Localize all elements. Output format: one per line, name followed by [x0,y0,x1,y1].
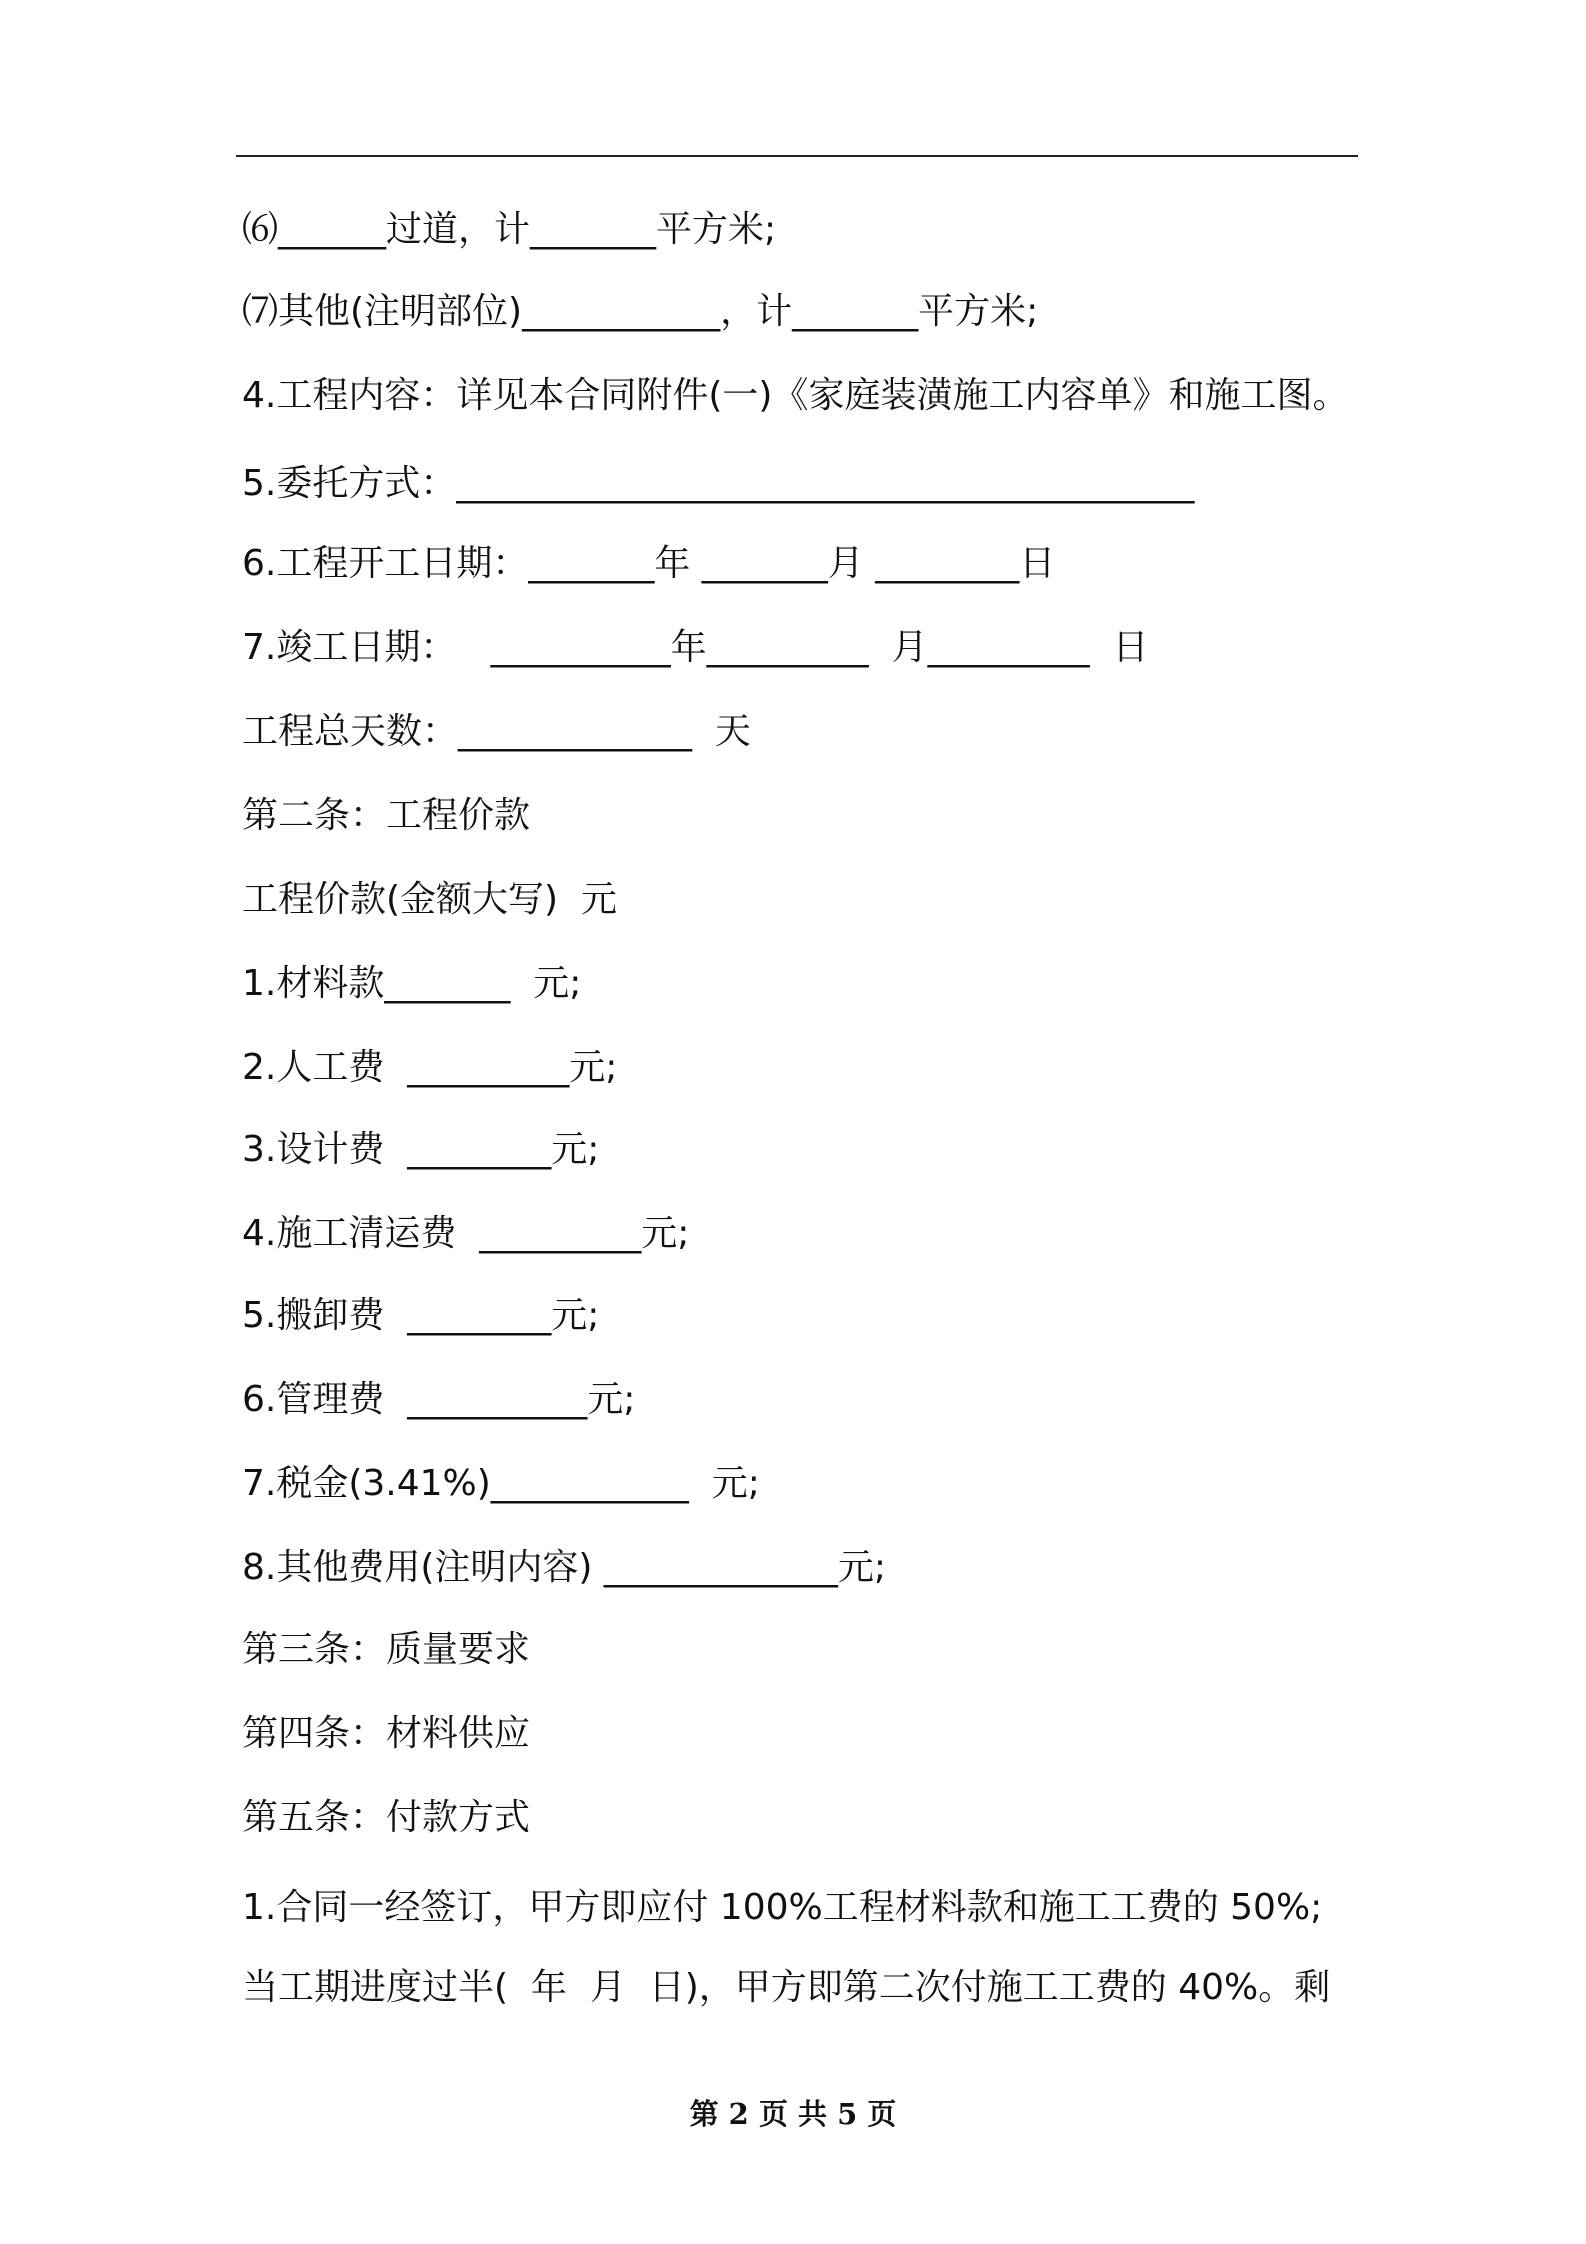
text-line-payment-first: 1.合同一经签订，甲方即应付 100%工程材料款和施工工费的 50%; [242,1887,1323,1928]
text-line-payment-second: 当工期进度过半( 年 月 日)，甲方即第二次付施工工费的 40%。剩 [242,1967,1331,2008]
text-line-moving-cost: 5.搬卸费 ________元; [242,1295,600,1336]
text-line-completion-date: 7.竣工日期： __________年_________ 月_________ 日 [242,627,1149,668]
section-heading-payment: 第五条：付款方式 [242,1797,531,1838]
text-line-cleanup-cost: 4.施工清运费 _________元; [242,1213,690,1254]
text-line-area-other: ⑺其他(注明部位)___________，计_______平方米; [242,291,1039,332]
page-number-footer: 第 2 页 共 5 页 [689,2097,897,2131]
text-line-design-cost: 3.设计费 ________元; [242,1129,600,1170]
section-heading-price: 第二条：工程价款 [242,795,531,836]
section-heading-materials: 第四条：材料供应 [242,1713,531,1754]
section-heading-quality: 第三条：质量要求 [242,1629,531,1670]
header-rule [236,155,1358,157]
text-line-management-cost: 6.管理费 __________元; [242,1379,636,1420]
text-line-labor-cost: 2.人工费 _________元; [242,1047,618,1088]
text-line-tax: 7.税金(3.41%)___________ 元; [242,1463,760,1504]
text-line-total-days: 工程总天数：_____________ 天 [242,711,751,752]
text-line-material-cost: 1.材料款_______ 元; [242,963,582,1004]
text-line-work-content: 4.工程内容：详见本合同附件(一)《家庭装潢施工内容单》和施工图。 [242,375,1349,416]
text-line-other-costs: 8.其他费用(注明内容) _____________元; [242,1547,887,1588]
text-line-area-corridor: ⑹______过道，计_______平方米; [242,209,777,250]
text-line-price-total: 工程价款(金额大写) 元 [242,879,617,920]
text-line-commission-method: 5.委托方式：_________________________________________ [242,463,1195,504]
text-line-start-date: 6.工程开工日期：_______年 _______月 ________日 [242,543,1056,584]
